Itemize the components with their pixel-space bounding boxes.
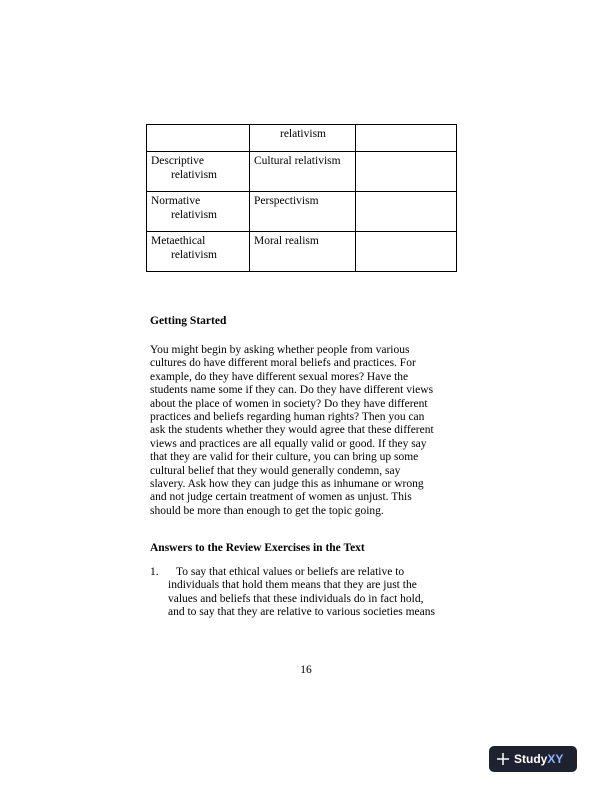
table-cell <box>356 152 457 192</box>
studyxy-badge[interactable] <box>489 746 577 772</box>
table-row <box>147 192 457 232</box>
answer-line: individuals that hold them means that they are just the <box>168 579 417 592</box>
brand-accent: XY <box>547 752 564 766</box>
table-row <box>147 232 457 272</box>
table-cell <box>147 152 250 192</box>
cell-text: Metaethical <box>151 235 206 247</box>
cell-text: relativism <box>280 128 326 140</box>
table-cell <box>147 192 250 232</box>
brand-name: Study <box>514 752 548 766</box>
cell-text: relativism <box>171 209 217 221</box>
table-row <box>147 152 457 192</box>
plus-icon <box>497 753 509 765</box>
paragraph-line: slavery. Ask how they can judge this as inhumane or wrong <box>150 478 424 491</box>
relativism-table <box>146 124 457 272</box>
table-cell <box>147 232 250 272</box>
section-heading-getting-started: Getting Started <box>150 315 227 327</box>
table-cell <box>356 192 457 232</box>
answer-item <box>150 566 470 620</box>
paragraph-line: and not judge certain treatment of women as unjust. This <box>150 491 412 504</box>
answer-line: To say that ethical values or beliefs are relative to <box>176 566 405 578</box>
paragraph-line: You might begin by asking whether people from various <box>150 344 410 356</box>
table-cell: Moral realism <box>250 232 356 272</box>
answer-line: values and beliefs that these individuals do in fact hold, <box>168 592 424 605</box>
answer-number: 1. <box>150 566 159 578</box>
cell-text: relativism <box>171 169 217 181</box>
table-cell: Perspectivism <box>250 192 356 232</box>
page-number: 16 <box>300 664 312 676</box>
section-heading-answers: Answers to the Review Exercises in the Text <box>150 542 365 554</box>
paragraph-line: practices and beliefs regarding human rights? Then you can <box>150 411 425 424</box>
paragraph-line: students name some if they can. Do they have different views <box>150 384 434 397</box>
paragraph-line: example, do they have different sexual mores? Have the <box>150 370 409 383</box>
table-cell <box>356 232 457 272</box>
cell-text: relativism <box>171 249 217 261</box>
getting-started-paragraph <box>150 344 490 518</box>
paragraph-line: about the place of women in society? Do they have different <box>150 397 428 410</box>
table-cell <box>356 125 457 152</box>
cell-text: Normative <box>151 195 201 207</box>
cell-text: Descriptive <box>151 155 205 167</box>
paragraph-line: that they are valid for their culture, you can bring up some <box>150 451 419 464</box>
answer-line: and to say that they are relative to various societies means <box>168 606 435 619</box>
paragraph-line: ask the students whether they would agree that these different <box>150 424 434 437</box>
table-cell <box>147 125 250 152</box>
paragraph-line: cultures do have different moral beliefs and practices. For <box>150 357 416 370</box>
paragraph-line: should be more than enough to get the topic going. <box>150 504 384 517</box>
table-cell: Cultural relativism <box>250 152 356 192</box>
paragraph-line: cultural belief that they would generally condemn, say <box>150 464 401 477</box>
paragraph-line: views and practices are all equally valid or good. If they say <box>150 437 427 450</box>
table-row <box>147 125 457 152</box>
table-cell <box>250 125 356 152</box>
